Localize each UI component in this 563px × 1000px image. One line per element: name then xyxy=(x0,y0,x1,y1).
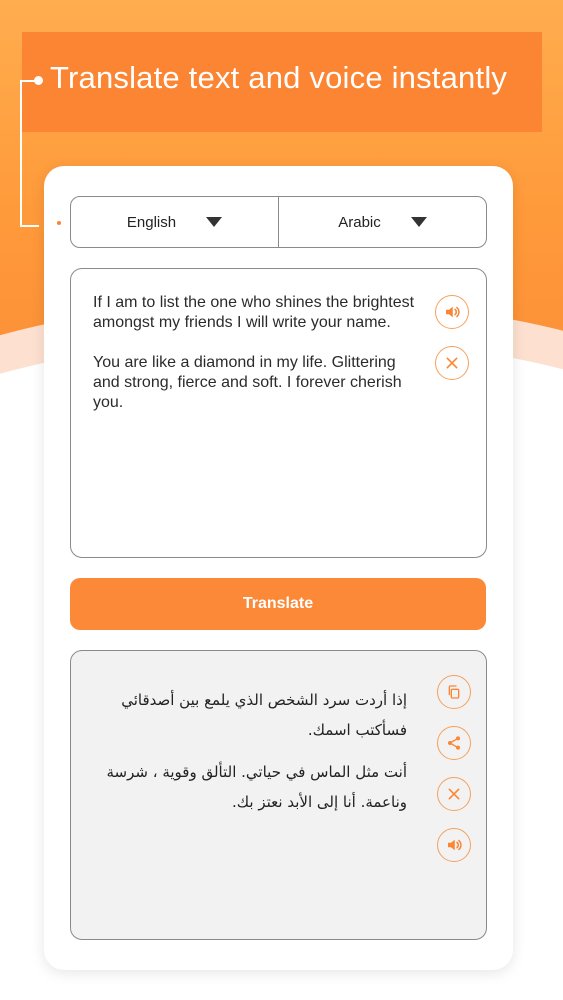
speak-source-button[interactable] xyxy=(435,295,469,329)
speaker-icon xyxy=(445,836,463,854)
clear-result-button[interactable] xyxy=(437,777,471,811)
result-text-area xyxy=(70,650,487,940)
copy-result-button[interactable] xyxy=(437,675,471,709)
target-language-label: Arabic xyxy=(338,213,381,231)
caret-down-icon xyxy=(206,217,222,227)
copy-icon xyxy=(446,684,462,700)
clear-icon xyxy=(444,355,460,371)
language-selector xyxy=(70,196,487,248)
result-text xyxy=(95,685,407,829)
caret-down-icon xyxy=(411,217,427,227)
result-paragraph: أنت مثل الماس في حياتي. التألق وقوية ، شرسة وناعمة. أنا إلى الأبد نعتز بك. xyxy=(106,763,407,811)
source-text-area[interactable] xyxy=(70,268,487,558)
target-language-dropdown[interactable] xyxy=(278,197,486,247)
share-icon xyxy=(446,735,462,751)
headline-text: Translate text and voice instantly xyxy=(50,60,508,95)
source-text[interactable]: If I am to list the one who shines the brightest amongst my friends I will write your name. You are like a diamond in my life. Glittering and strong, fierce and soft. I forever cherish you. xyxy=(93,294,415,411)
translator-card xyxy=(44,166,513,970)
connector-line xyxy=(20,80,39,227)
speak-result-button[interactable] xyxy=(437,828,471,862)
result-paragraph: إذا أردت سرد الشخص الذي يلمع بين أصدقائي فسأكتب اسمك. xyxy=(121,691,407,739)
clear-icon xyxy=(446,786,462,802)
connector-dot xyxy=(34,76,43,85)
clear-source-button[interactable] xyxy=(435,346,469,380)
share-result-button[interactable] xyxy=(437,726,471,760)
source-language-label: English xyxy=(126,213,177,231)
speaker-icon xyxy=(443,303,461,321)
connector-dot-card xyxy=(54,218,64,228)
translate-button[interactable]: Translate xyxy=(70,578,486,630)
source-language-dropdown[interactable] xyxy=(71,197,278,247)
